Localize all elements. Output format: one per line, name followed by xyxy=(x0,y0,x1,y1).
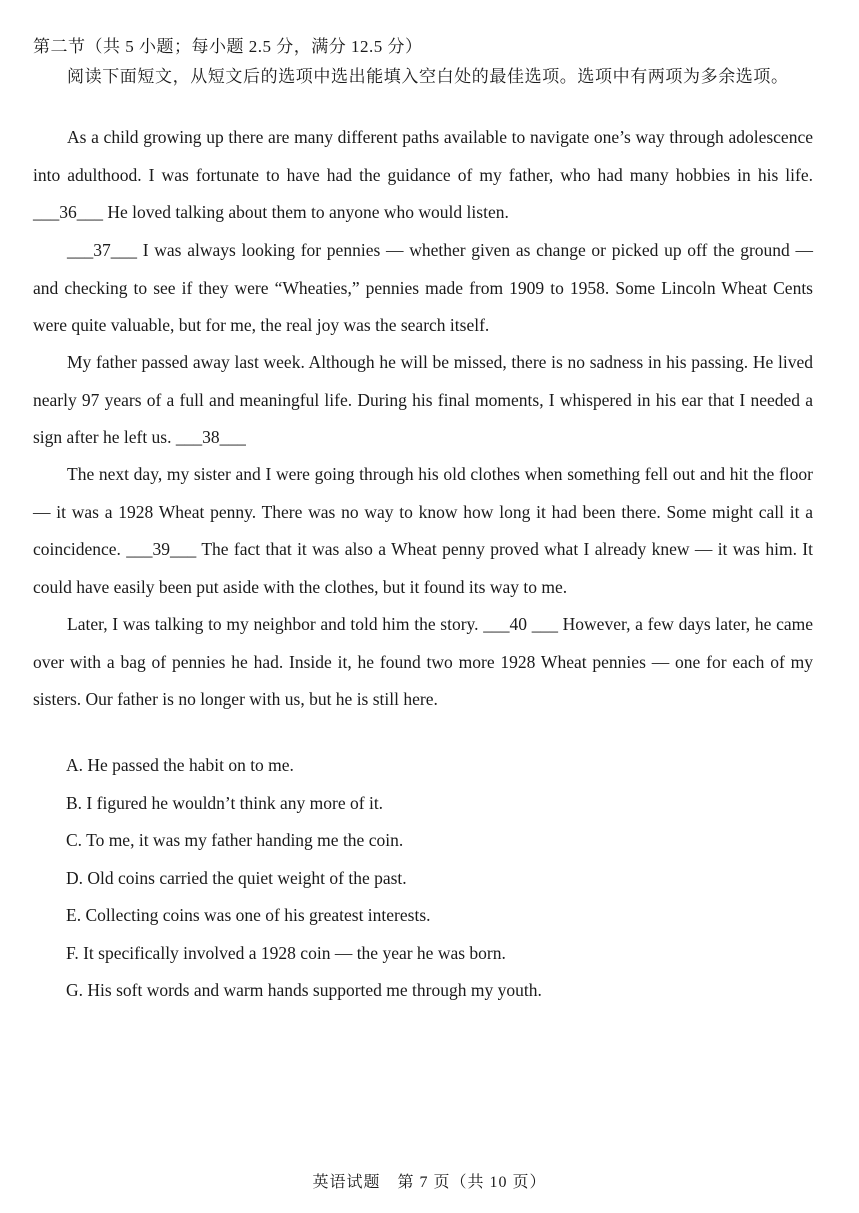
instruction-text: 阅读下面短文，从短文后的选项中选出能填入空白处的最佳选项。选项中有两项为多余选项。 xyxy=(67,67,789,86)
option-d: D. Old coins carried the quiet weight of the past. xyxy=(66,867,407,888)
answer-options xyxy=(66,747,826,1010)
option-g: G. His soft words and warm hands supported me through my youth. xyxy=(66,980,542,1000)
passage-paragraph-1: As a child growing up there are many different paths available to navigate one’s way through adolescence into adulthood. I was fortunate to have had the guidance of my father, who had many hobbies in his life. ___36___ He loved talking about them to anyone who would listen. xyxy=(33,127,813,222)
passage-paragraph-2: ___37___ I was always looking for pennies — whether given as change or picked up off the ground — and checking to see if they were “Wheaties,” pennies made from 1909 to 1958. Some Lincoln Wheat Cents were quite valuable, but for me, the real joy was the search itself. xyxy=(33,240,813,335)
passage-paragraph-5: Later, I was talking to my neighbor and told him the story. ___40 ___ However, a few days later, he came over with a bag of pennies he had. Inside it, he found two more 1928 Wheat pennies — one for each of my sisters. Our father is no longer with us, but he is still here. xyxy=(33,614,813,709)
passage-paragraph-3: My father passed away last week. Although he will be missed, there is no sadness in his passing. He lived nearly 97 years of a full and meaningful life. During his final moments, I whispered in his ear that I needed a sign after he left us. ___38___ xyxy=(33,352,813,447)
option-e: E. Collecting coins was one of his greatest interests. xyxy=(66,905,431,925)
option-a: A. He passed the habit on to me. xyxy=(66,755,294,775)
option-c: C. To me, it was my father handing me the coin. xyxy=(66,830,404,850)
page-footer: 英语试题 第 7 页（共 10 页） xyxy=(312,1174,547,1191)
section-title: 第二节（共 5 小题；每小题 2.5 分，满分 12.5 分） xyxy=(33,37,423,56)
passage-paragraph-4: The next day, my sister and I were going through his old clothes when something fell out and hit the floor — it was a 1928 Wheat penny. There was no way to know how long it had been there. Some might call it a coincidence. ___39___ The fact that it was also a Wheat penny proved what I already knew — it was him. It could have easily been put aside with the clothes, but it found its way to me. xyxy=(33,464,813,597)
option-f: F. It specifically involved a 1928 coin — the year he was born. xyxy=(66,942,506,963)
option-b: B. I figured he wouldn’t think any more of it. xyxy=(66,792,384,813)
